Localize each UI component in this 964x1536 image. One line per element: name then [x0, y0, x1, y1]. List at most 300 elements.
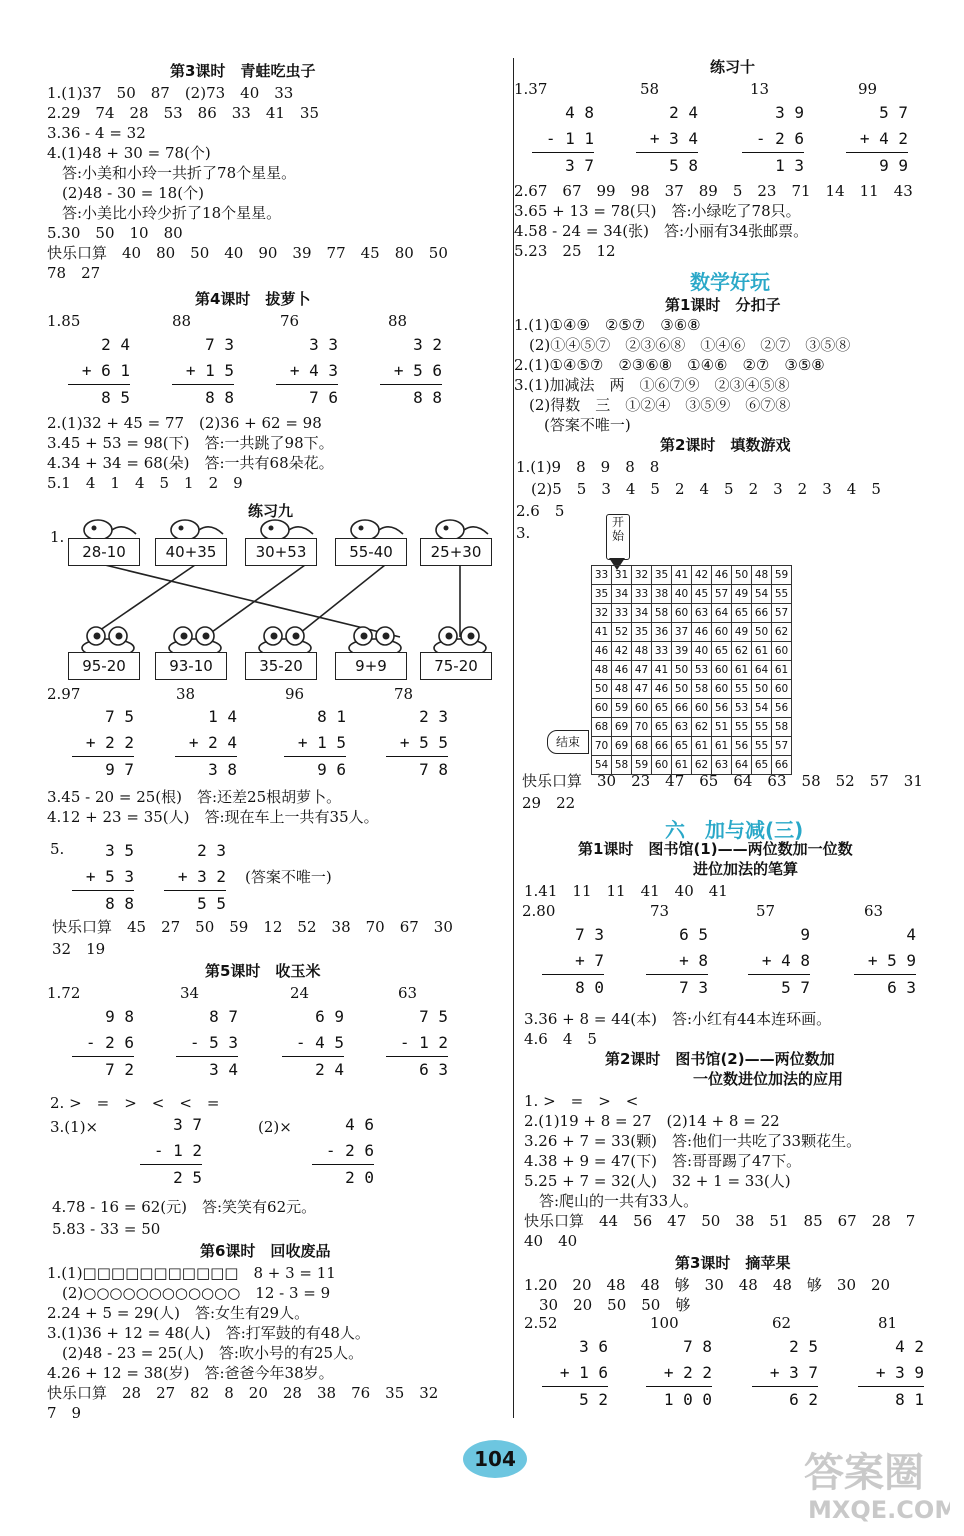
vertical-calculation	[742, 100, 804, 179]
answer-line: (2)48 - 30 = 18(个)	[47, 184, 204, 202]
vertical-calculation	[68, 332, 130, 411]
vertical-calculation	[858, 1334, 924, 1413]
calc-result: 5 7	[781, 978, 810, 997]
column-divider	[513, 58, 514, 1418]
answer-line: 5.23 25 12	[514, 242, 616, 260]
grid-cell: 58	[652, 604, 672, 623]
grid-cell: 59	[612, 699, 632, 718]
calc-operand: 4 8	[565, 103, 594, 122]
grid-cell: 64	[752, 661, 772, 680]
answer-value: 58	[640, 80, 660, 98]
answer-value: 100	[650, 1314, 679, 1332]
answer-line: 4.6 4 5	[524, 1030, 597, 1048]
grid-cell: 62	[732, 642, 752, 661]
grid-cell: 66	[752, 604, 772, 623]
exercise9-title: 练习九	[248, 502, 294, 520]
answer-line: 5.30 50 10 80	[47, 224, 183, 242]
grid-cell: 34	[632, 604, 652, 623]
calc-result: 1 3	[775, 156, 804, 175]
number-maze-grid	[591, 565, 792, 775]
grid-cell: 64	[732, 756, 752, 775]
grid-row	[592, 699, 792, 718]
grid-cell: 70	[592, 737, 612, 756]
vertical-calculation	[175, 704, 237, 783]
answer-line: 4.12 + 23 = 35(人) 答:现在车上一共有35人。	[47, 808, 379, 826]
answer-value: 88	[172, 312, 192, 330]
end-label: 结束	[547, 730, 589, 754]
grid-cell: 69	[612, 737, 632, 756]
calc-operation: - 4 5	[282, 1030, 344, 1057]
exercise10-title: 练习十	[710, 58, 756, 76]
calc-operand: 4 2	[895, 1337, 924, 1356]
grid-cell: 50	[672, 661, 692, 680]
vertical-calculation	[172, 332, 234, 411]
grid-cell: 55	[752, 737, 772, 756]
calc-result: 8 8	[413, 388, 442, 407]
calc-result: 3 4	[209, 1060, 238, 1079]
svg-text:答案圈: 答案圈	[804, 1450, 924, 1496]
calc-result: 5 2	[579, 1390, 608, 1409]
grid-cell: 39	[672, 642, 692, 661]
calc-operand: 7 5	[419, 1007, 448, 1026]
calc-operand: 4	[906, 925, 916, 944]
answer-line: 3.36 - 4 = 32	[47, 124, 146, 142]
calc-result: 8 8	[205, 388, 234, 407]
grid-cell: 58	[772, 718, 792, 737]
grid-cell: 60	[712, 661, 732, 680]
answer-value: 38	[176, 685, 196, 703]
calc-result: 9 9	[879, 156, 908, 175]
grid-cell: 60	[712, 623, 732, 642]
calc-result: 7 8	[419, 760, 448, 779]
grid-cell: 65	[652, 718, 672, 737]
grid-cell: 48	[612, 680, 632, 699]
calc-result: 2 5	[173, 1168, 202, 1187]
answer-line: 答:小美和小玲一共折了78个星星。	[47, 164, 297, 182]
calc-result: 1 0 0	[663, 1390, 712, 1409]
grid-cell: 64	[712, 604, 732, 623]
answer-line: 1. > = > <	[524, 1092, 639, 1110]
unit6-lesson1-q1: 1.41 11 11 41 40 41	[524, 882, 728, 900]
calc-operation: + 5 6	[380, 358, 442, 385]
section-title-unit6: 六 加与减(三)	[665, 818, 804, 842]
answer-value: 73	[650, 902, 670, 920]
grid-cell: 60	[712, 680, 732, 699]
grid-cell: 58	[612, 756, 632, 775]
calc-operand: 2 5	[789, 1337, 818, 1356]
page-number: 104	[463, 1440, 527, 1478]
section-title-math-fun: 数学好玩	[690, 270, 770, 294]
vertical-calculation	[646, 1334, 712, 1413]
calc-result: 3 8	[208, 760, 237, 779]
lesson5-q3a: 3.(1)×	[50, 1118, 99, 1136]
vertical-calculation	[386, 1004, 448, 1083]
calc-operand: 7 3	[575, 925, 604, 944]
grid-cell: 65	[672, 737, 692, 756]
calc-operand: 2 4	[101, 335, 130, 354]
grid-cell: 61	[732, 661, 752, 680]
answer-value: 2.80	[522, 902, 556, 920]
calc-operation: + 5 5	[386, 730, 448, 757]
answer-value: 1.37	[514, 80, 548, 98]
answer-line: 78 27	[47, 264, 101, 282]
grid-cell: 54	[592, 756, 612, 775]
calc-result: 6 3	[419, 1060, 448, 1079]
answer-value: 2.97	[47, 685, 81, 703]
vertical-calculation	[542, 922, 604, 1001]
answer-line: 5.1 4 1 4 5 1 2 9	[47, 474, 243, 492]
calc-result: 7 3	[679, 978, 708, 997]
unit6-lesson2-title-line2: 一位数进位加法的应用	[693, 1070, 844, 1088]
start-label: 开始	[606, 514, 630, 560]
calc-result: 8 5	[101, 388, 130, 407]
calc-operand: 4 6	[345, 1115, 374, 1134]
grid-cell: 48	[752, 566, 772, 585]
grid-cell: 56	[732, 737, 752, 756]
calc-operand: 6 5	[679, 925, 708, 944]
frog-expression: 75-20	[420, 652, 492, 680]
calc-operation: + 7	[542, 948, 604, 975]
answer-line: 1.(1)□□□□□□□□□□□ 8 + 3 = 11	[47, 1264, 336, 1282]
calc-operand: 3 7	[173, 1115, 202, 1134]
grid-cell: 57	[772, 604, 792, 623]
grid-cell: 60	[652, 756, 672, 775]
grid-cell: 35	[652, 566, 672, 585]
tadpole-expression: 40+35	[155, 538, 227, 566]
calc-operation: + 3 9	[858, 1360, 924, 1387]
grid-cell: 49	[732, 623, 752, 642]
answer-value: 13	[750, 80, 770, 98]
lesson4-title: 第4课时 拔萝卜	[195, 290, 311, 308]
calc-result: 7 2	[105, 1060, 134, 1079]
answer-line: (2)48 - 23 = 25(人) 答:吹小号的有25人。	[47, 1344, 364, 1362]
grid-cell: 66	[652, 737, 672, 756]
vertical-calculation	[636, 100, 698, 179]
grid-cell: 69	[612, 718, 632, 737]
grid-cell: 65	[652, 699, 672, 718]
calc-operand: 2 4	[669, 103, 698, 122]
calc-result: 8 1	[895, 1390, 924, 1409]
calc-operation: + 4 2	[846, 126, 908, 153]
calc-operand: 2 3	[419, 707, 448, 726]
answer-line: 2.24 + 5 = 29(人) 答:女生有29人。	[47, 1304, 310, 1322]
grid-cell: 68	[632, 737, 652, 756]
grid-cell: 59	[632, 756, 652, 775]
calc-operation: + 8	[646, 948, 708, 975]
calc-operand: 3 6	[579, 1337, 608, 1356]
answer-line: 32 19	[52, 940, 106, 958]
calc-operand: 6 9	[315, 1007, 344, 1026]
grid-cell: 61	[672, 756, 692, 775]
calc-result: 6 2	[789, 1390, 818, 1409]
tadpole-expression: 25+30	[420, 538, 492, 566]
grid-cell: 61	[692, 737, 712, 756]
answer-line: 4.78 - 16 = 62(元) 答:笑笑有62元。	[52, 1198, 317, 1216]
calc-operation: + 2 4	[175, 730, 237, 757]
calc-operation: - 1 2	[386, 1030, 448, 1057]
grid-cell: 33	[652, 642, 672, 661]
grid-row	[592, 566, 792, 585]
calc-operation: + 1 5	[284, 730, 346, 757]
vertical-calculation	[164, 838, 226, 917]
grid-cell: 48	[632, 642, 652, 661]
answer-line: 3.65 + 13 = 78(只) 答:小绿吃了78只。	[514, 202, 801, 220]
grid-cell: 33	[632, 585, 652, 604]
grid-cell: 50	[752, 680, 772, 699]
calc-result: 2 0	[345, 1168, 374, 1187]
answer-value: 63	[864, 902, 884, 920]
answer-value: 1.85	[47, 312, 81, 330]
grid-cell: 62	[692, 718, 712, 737]
answer-line: 7 9	[47, 1404, 82, 1422]
grid-cell: 58	[692, 680, 712, 699]
grid-row	[592, 642, 792, 661]
calc-operand: 7 5	[105, 707, 134, 726]
tadpole-expression: 30+53	[245, 538, 317, 566]
answer-line: 3.26 + 7 = 33(颗) 答:他们一共吃了33颗花生。	[524, 1132, 862, 1150]
grid-cell: 60	[772, 642, 792, 661]
grid-cell: 57	[772, 737, 792, 756]
exercise9-note: (答案不唯一)	[245, 868, 332, 886]
grid-cell: 65	[732, 604, 752, 623]
answer-line: 2.6 5	[516, 502, 565, 520]
answer-line: 2.(1)32 + 45 = 77 (2)36 + 62 = 98	[47, 414, 322, 432]
vertical-calculation	[72, 1004, 134, 1083]
answer-line: 快乐口算 28 27 82 8 20 28 38 76 35 32	[47, 1384, 439, 1402]
vertical-calculation	[854, 922, 916, 1001]
calc-result: 3 7	[565, 156, 594, 175]
answer-line: 29 22	[522, 794, 576, 812]
grid-cell: 61	[752, 642, 772, 661]
grid-cell: 34	[612, 585, 632, 604]
answer-line: (2)①④⑤⑦ ②③⑥⑧ ①④⑥ ②⑦ ③⑤⑧	[514, 336, 851, 354]
answer-line: 3.	[516, 524, 531, 542]
answer-line: 答:小美比小玲少折了18个星星。	[47, 204, 282, 222]
frog-icon	[430, 624, 490, 654]
vertical-calculation	[72, 704, 134, 783]
answer-line: 快乐口算 40 80 50 40 90 39 77 45 80 50	[47, 244, 448, 262]
calc-operand: 3 2	[413, 335, 442, 354]
calc-operation: - 5 3	[176, 1030, 238, 1057]
vertical-calculation	[312, 1112, 374, 1191]
grid-cell: 42	[692, 566, 712, 585]
grid-cell: 48	[592, 661, 612, 680]
answer-line: 3.45 - 20 = 25(根) 答:还差25根胡萝卜。	[47, 788, 342, 806]
calc-operand: 5 7	[879, 103, 908, 122]
grid-cell: 61	[712, 737, 732, 756]
vertical-calculation	[284, 704, 346, 783]
svg-text:MXQE.COM: MXQE.COM	[808, 1496, 950, 1524]
grid-cell: 35	[592, 585, 612, 604]
grid-cell: 55	[732, 718, 752, 737]
grid-cell: 46	[692, 623, 712, 642]
grid-cell: 65	[752, 756, 772, 775]
calc-operand: 2 3	[197, 841, 226, 860]
answer-value: 63	[398, 984, 418, 1002]
grid-cell: 31	[612, 566, 632, 585]
calc-operation: + 6 1	[68, 358, 130, 385]
grid-cell: 55	[752, 718, 772, 737]
vertical-calculation	[646, 922, 708, 1001]
answer-line: 4.34 + 34 = 68(朵) 答:一共有68朵花。	[47, 454, 334, 472]
lesson5-title: 第5课时 收玉米	[205, 962, 321, 980]
grid-cell: 60	[772, 680, 792, 699]
unit6-lesson2-title: 第2课时 图书馆(2)——两位数加	[605, 1050, 835, 1068]
answer-line: (2)5 5 3 4 5 2 4 5 2 3 2 3 4 5	[516, 480, 881, 498]
answer-value: 57	[756, 902, 776, 920]
answer-line: 1.20 20 48 48 够 30 48 48 够 30 20	[524, 1276, 891, 1294]
answer-line: 快乐口算 44 56 47 50 38 51 85 67 28 7	[524, 1212, 916, 1230]
grid-cell: 41	[592, 623, 612, 642]
grid-row	[592, 604, 792, 623]
frog-expression: 95-20	[68, 652, 140, 680]
grid-cell: 54	[752, 699, 772, 718]
grid-cell: 54	[752, 585, 772, 604]
calc-operation: + 1 5	[172, 358, 234, 385]
grid-cell: 66	[772, 756, 792, 775]
grid-cell: 62	[772, 623, 792, 642]
vertical-calculation	[386, 704, 448, 783]
frog-expression: 9+9	[335, 652, 407, 680]
calc-operand: 7 3	[205, 335, 234, 354]
grid-cell: 49	[732, 585, 752, 604]
calc-operand: 8 7	[209, 1007, 238, 1026]
grid-row	[592, 585, 792, 604]
calc-operation: - 1 1	[532, 126, 594, 153]
calc-result: 5 5	[197, 894, 226, 913]
lesson6-title: 第6课时 回收废品	[200, 1242, 331, 1260]
answer-line: 3.(1)36 + 12 = 48(人) 答:打军鼓的有48人。	[47, 1324, 370, 1342]
vertical-calculation	[276, 332, 338, 411]
answer-value: 78	[394, 685, 414, 703]
grid-cell: 70	[632, 718, 652, 737]
calc-operand: 3 9	[775, 103, 804, 122]
frog-expression: 93-10	[155, 652, 227, 680]
grid-cell: 33	[612, 604, 632, 623]
grid-cell: 38	[652, 585, 672, 604]
answer-value: 2.52	[524, 1314, 558, 1332]
calc-result: 8 0	[575, 978, 604, 997]
vertical-calculation	[140, 1112, 202, 1191]
grid-cell: 37	[672, 623, 692, 642]
calc-operand: 1 4	[208, 707, 237, 726]
tadpole-expression: 28-10	[68, 538, 140, 566]
vertical-calculation	[380, 332, 442, 411]
calc-operation: + 2 2	[72, 730, 134, 757]
grid-cell: 46	[612, 661, 632, 680]
answer-value: 76	[280, 312, 300, 330]
lesson5-q3b: (2)×	[258, 1118, 292, 1136]
answer-value: 24	[290, 984, 310, 1002]
vertical-calculation	[748, 922, 810, 1001]
grid-row	[592, 623, 792, 642]
grid-row	[592, 718, 792, 737]
grid-cell: 56	[712, 699, 732, 718]
grid-cell: 50	[592, 680, 612, 699]
calc-operation: - 2 6	[742, 126, 804, 153]
grid-cell: 56	[772, 699, 792, 718]
exercise9-q5-label: 5.	[50, 840, 65, 858]
answer-line: 4.26 + 12 = 38(岁) 答:爸爸今年38岁。	[47, 1364, 334, 1382]
lesson5-q2: 2. > = > < < =	[50, 1094, 220, 1112]
answer-value: 99	[858, 80, 878, 98]
answer-line: 4.38 + 9 = 47(下) 答:哥哥踢了47下。	[524, 1152, 802, 1170]
answer-line: (2)○○○○○○○○○○○○ 12 - 3 = 9	[47, 1284, 331, 1302]
grid-cell: 53	[692, 661, 712, 680]
grid-cell: 62	[692, 756, 712, 775]
answer-line: (答案不唯一)	[514, 416, 631, 434]
grid-cell: 55	[732, 680, 752, 699]
calc-operand: 7 8	[683, 1337, 712, 1356]
grid-row	[592, 661, 792, 680]
calc-operation: + 1 6	[542, 1360, 608, 1387]
grid-cell: 33	[592, 566, 612, 585]
frog-icon	[78, 624, 138, 654]
answer-line: 1.(1)37 50 87 (2)73 40 33	[47, 84, 294, 102]
answer-line: 5.83 - 33 = 50	[52, 1220, 161, 1238]
calc-operation: + 3 2	[164, 864, 226, 891]
answer-line: 1.(1)9 8 9 8 8	[516, 458, 660, 476]
frog-icon	[255, 624, 315, 654]
answer-value: 96	[285, 685, 305, 703]
grid-cell: 45	[692, 585, 712, 604]
grid-cell: 60	[672, 604, 692, 623]
vertical-calculation	[542, 1334, 608, 1413]
answer-value: 62	[772, 1314, 792, 1332]
calc-operand: 8 1	[317, 707, 346, 726]
answer-value: 34	[180, 984, 200, 1002]
answer-line: 快乐口算 45 27 50 59 12 52 38 70 67 30	[52, 918, 453, 936]
answer-line: 2.(1)①④⑤⑦ ②③⑥⑧ ①④⑥ ②⑦ ③⑤⑧	[514, 356, 825, 374]
grid-cell: 41	[652, 661, 672, 680]
grid-cell: 63	[672, 718, 692, 737]
calc-operand: 9 8	[105, 1007, 134, 1026]
fun-lesson1-title: 第1课时 分扣子	[665, 296, 781, 314]
calc-result: 9 6	[317, 760, 346, 779]
answer-value: 88	[388, 312, 408, 330]
calc-operation: + 4 3	[276, 358, 338, 385]
calc-operand: 9	[800, 925, 810, 944]
answer-line: 2.(1)19 + 8 = 27 (2)14 + 8 = 22	[524, 1112, 780, 1130]
grid-cell: 52	[612, 623, 632, 642]
calc-result: 5 8	[669, 156, 698, 175]
grid-cell: 50	[752, 623, 772, 642]
calc-operation: - 1 2	[140, 1138, 202, 1165]
grid-cell: 55	[772, 585, 792, 604]
calc-operand: 3 5	[105, 841, 134, 860]
grid-cell: 66	[672, 699, 692, 718]
exercise9-q1-label: 1.	[50, 528, 65, 546]
calc-result: 8 8	[105, 894, 134, 913]
calc-operand: 3 3	[309, 335, 338, 354]
grid-cell: 60	[632, 699, 652, 718]
calc-result: 2 4	[315, 1060, 344, 1079]
calc-operation: + 4 8	[748, 948, 810, 975]
calc-result: 6 3	[887, 978, 916, 997]
grid-cell: 46	[652, 680, 672, 699]
vertical-calculation	[176, 1004, 238, 1083]
vertical-calculation	[752, 1334, 818, 1413]
unit6-lesson1-title-line2: 进位加法的笔算	[693, 860, 799, 878]
answer-line: 3.36 + 8 = 44(本) 答:小红有44本连环画。	[524, 1010, 832, 1028]
calc-operation: + 3 7	[752, 1360, 818, 1387]
grid-row	[592, 737, 792, 756]
answer-line: 3.(1)加减法 两 ①⑥⑦⑨ ②③④⑤⑧	[514, 376, 790, 394]
calc-operation: + 2 2	[646, 1360, 712, 1387]
answer-value: 81	[878, 1314, 898, 1332]
grid-row	[592, 680, 792, 699]
answer-line: 30 20 50 50 够	[524, 1296, 691, 1314]
